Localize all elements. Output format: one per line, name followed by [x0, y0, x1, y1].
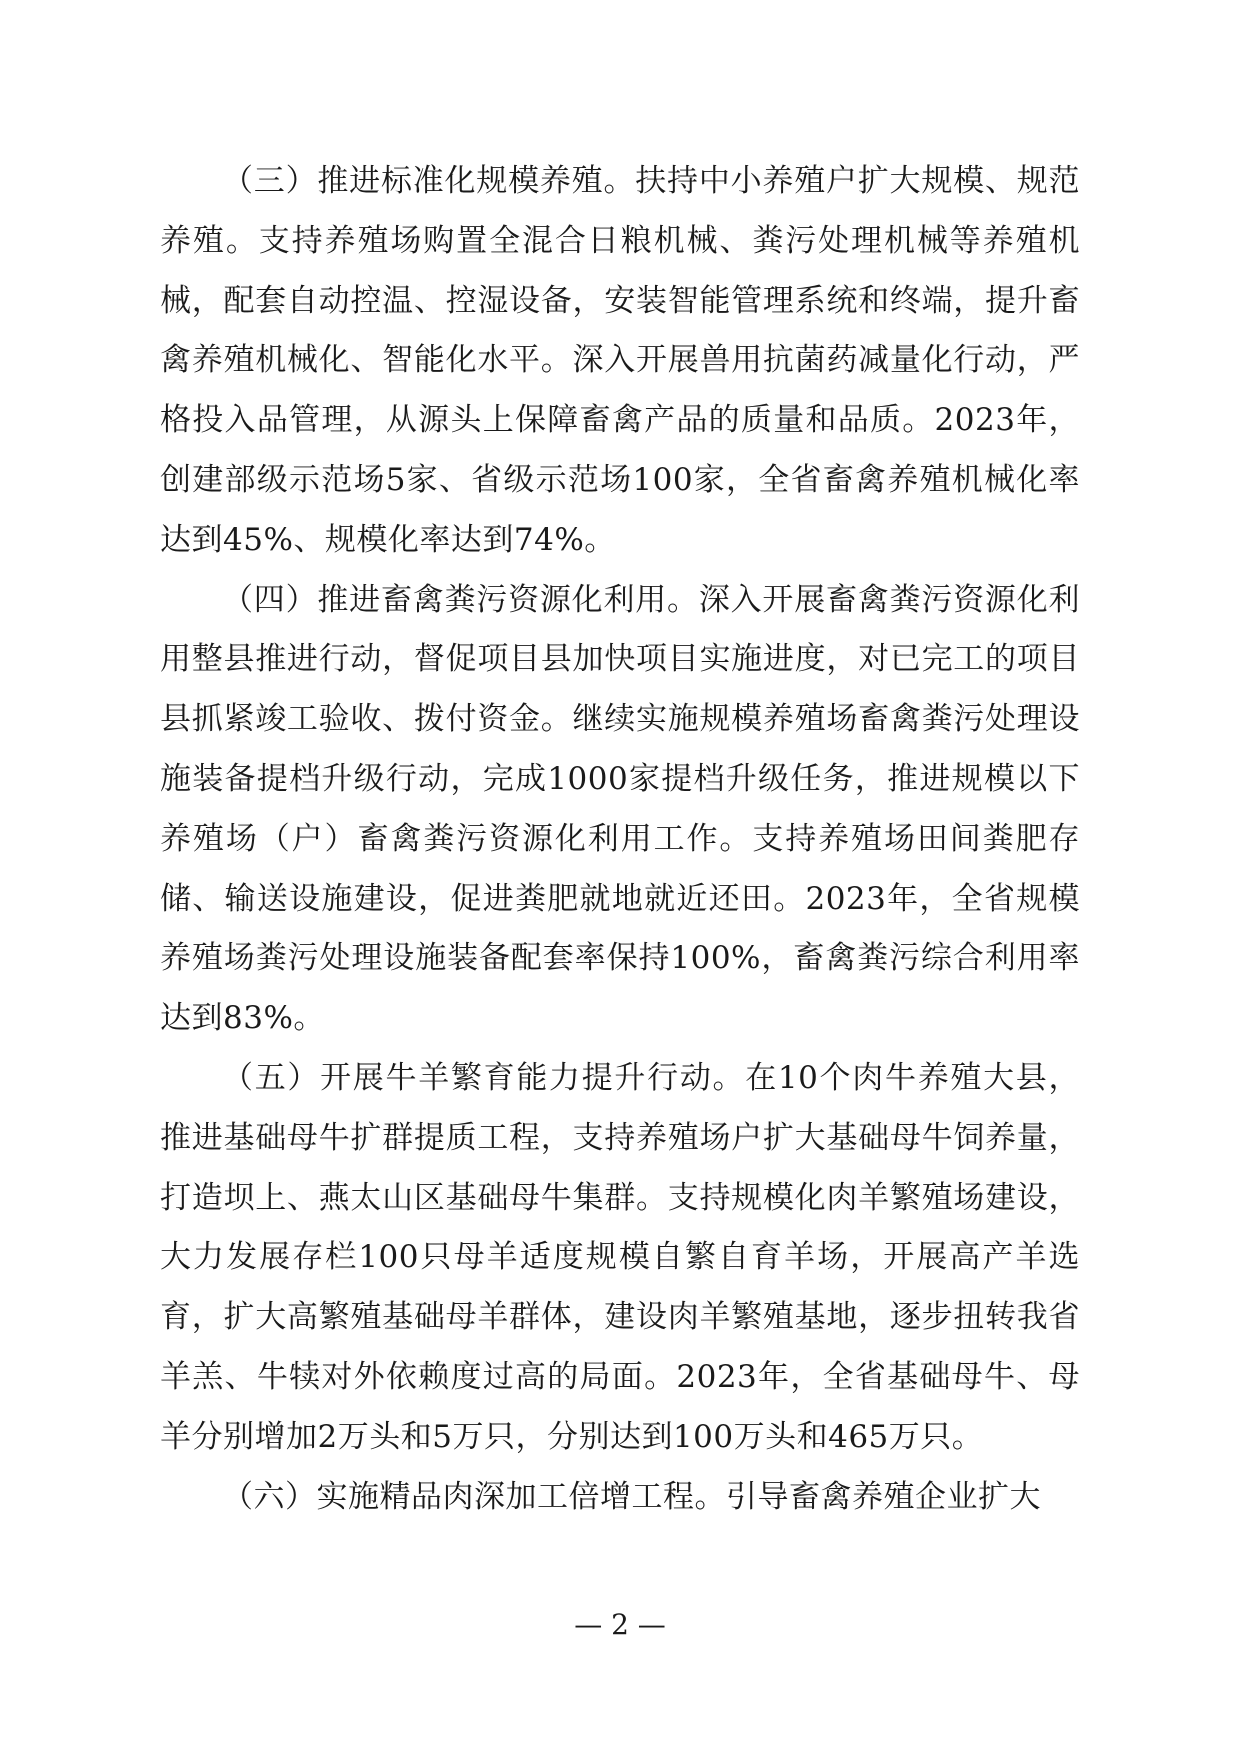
- document-body: [160, 152, 1080, 1527]
- section-heading: （五）开展牛羊繁育能力提升行动。: [222, 1059, 746, 1096]
- section-heading: （三）推进标准化规模养殖。: [222, 163, 636, 199]
- paragraph-text: 扶持中小养殖户扩大规模、规范养殖。支持养殖场购置全混合日粮机械、粪污处理机械等养殖机械，配套自动控温、控湿设备，安装智能管理系统和终端，提升畜禽养殖机械化、智能化水平。深入开展兽用抗菌药减量化行动，严格投入品管理，从源头上保障畜禽产品的质量和品质。2023年，创建部级示范场5家、省级示范场100家，全省畜禽养殖机械化率达到45%、规模化率达到74%。: [160, 163, 1080, 558]
- paragraph-section-6: [160, 1468, 1080, 1528]
- paragraph-section-3: [160, 152, 1080, 571]
- section-heading: （四）推进畜禽粪污资源化利用。: [222, 581, 699, 618]
- paragraph-section-5: [160, 1049, 1080, 1468]
- paragraph-section-4: [160, 571, 1080, 1049]
- section-heading: （六）实施精品肉深加工倍增工程。: [222, 1478, 726, 1515]
- page-number: — 2 —: [574, 1608, 666, 1641]
- paragraph-text: 引导畜禽养殖企业扩大: [726, 1478, 1041, 1515]
- paragraph-text: 深入开展畜禽粪污资源化利用整县推进行动，督促项目县加快项目实施进度，对已完工的项目县抓紧竣工验收、拨付资金。继续实施规模养殖场畜禽粪污处理设施装备提档升级行动，完成1000家提档升级任务，推进规模以下养殖场（户）畜禽粪污资源化利用工作。支持养殖场田间粪肥存储、输送设施建设，促进粪肥就地就近还田。2023年，全省规模养殖场粪污处理设施装备配套率保持100%，畜禽粪污综合利用率达到83%。: [160, 581, 1081, 1037]
- paragraph-text: 在10个肉牛养殖大县，推进基础母牛扩群提质工程，支持养殖场户扩大基础母牛饲养量，打造坝上、燕太山区基础母牛集群。支持规模化肉羊繁殖场建设，大力发展存栏100只母羊适度规模自繁自育羊场，开展高产羊选育，扩大高繁殖基础母羊群体，建设肉羊繁殖基地，逐步扭转我省羊羔、牛犊对外依赖度过高的局面。2023年，全省基础母牛、母羊分别增加2万头和5万只，分别达到100万头和465万只。: [160, 1059, 1080, 1455]
